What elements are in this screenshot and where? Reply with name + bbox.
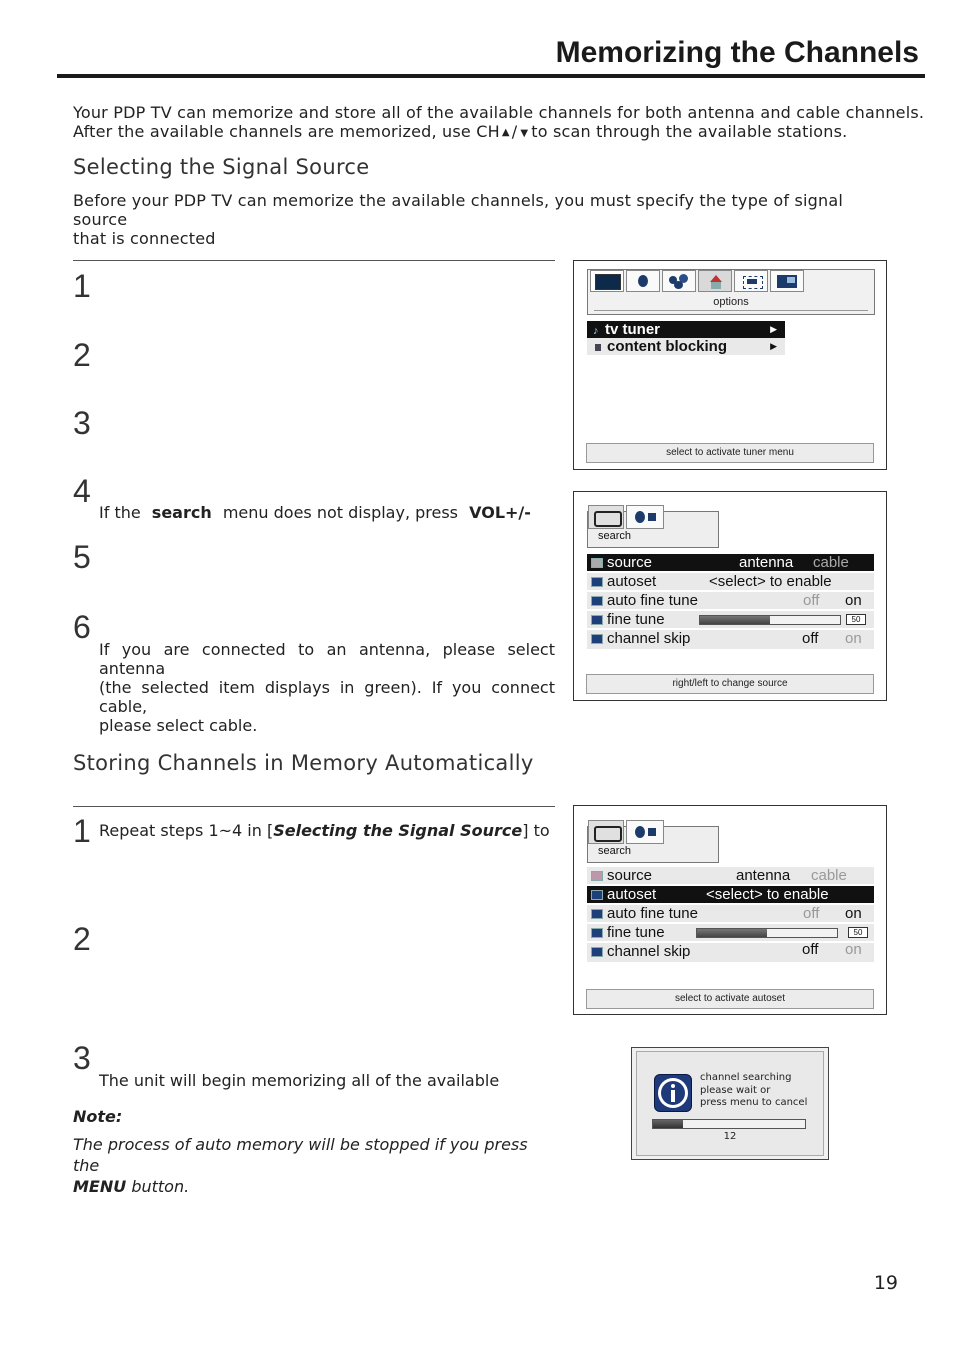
searching-line-2: please wait or <box>700 1084 771 1096</box>
menu-row-source[interactable] <box>587 867 874 884</box>
section-heading-storing-channels: Storing Channels in Memory Automatically <box>73 751 534 775</box>
value-off: off <box>803 905 820 922</box>
fine-tune-icon <box>591 928 603 938</box>
options-menu-screen <box>573 260 887 470</box>
step-number: 2 <box>73 921 91 957</box>
step-number: 6 <box>73 609 91 645</box>
options-status-bar: select to activate tuner menu <box>586 443 874 463</box>
menu-row-fine-tune[interactable] <box>587 924 874 941</box>
step-6-line-3: please select cable. <box>99 716 258 735</box>
auto-fine-tune-icon <box>591 596 603 606</box>
picture-tab-icon[interactable] <box>590 270 624 292</box>
input-tab-icon[interactable] <box>734 270 768 292</box>
intro-slash: / <box>511 122 518 141</box>
searching-line-3: press menu to cancel <box>700 1097 808 1108</box>
step-number: 1 <box>73 268 91 304</box>
fine-tune-slider[interactable] <box>699 615 841 625</box>
intro-line-2 <box>73 122 924 143</box>
section1-rule <box>73 260 555 261</box>
searching-message <box>700 1072 807 1110</box>
chevron-right-icon: ▶ <box>770 341 777 351</box>
value-select-to-enable: <select> to enable <box>706 886 829 903</box>
search-keyword: search <box>151 503 212 522</box>
step-number: 1 <box>73 813 91 849</box>
search-tab-bar <box>587 826 719 863</box>
ch-up-icon: ▲ <box>501 127 510 138</box>
options-tab-bar <box>587 269 875 315</box>
intro-line-2-start: After the available channels are memorized, use CH <box>73 122 500 141</box>
menu-item-tv-tuner[interactable] <box>587 321 785 338</box>
audio-tab-icon[interactable] <box>626 270 660 292</box>
note-label: Note: <box>73 1107 123 1126</box>
info-icon <box>654 1074 692 1112</box>
blocking-tab-icon[interactable] <box>626 505 664 529</box>
search-menu-screen-source <box>573 491 887 701</box>
channel-skip-icon <box>591 947 603 957</box>
channel-searching-dialog <box>631 1047 829 1160</box>
search-progress-value: 12 <box>723 1131 737 1142</box>
options-tab-label: options <box>713 296 749 308</box>
autoset-status-bar: select to activate autoset <box>586 989 874 1009</box>
step-6-line-2: (the selected item displays in green). If you connect cable, <box>99 678 555 716</box>
value-antenna: antenna <box>739 554 794 571</box>
menu-item-content-blocking[interactable] <box>587 338 785 355</box>
value-antenna: antenna <box>736 867 791 884</box>
step-1-text-a: Repeat steps 1~4 in [ <box>99 821 274 840</box>
autoset-icon <box>591 890 603 900</box>
note-text <box>73 1134 555 1197</box>
intro-paragraph <box>73 103 924 143</box>
section1-intro-line-1: Before your PDP TV can memorize the available channels, you must specify the type of signal source <box>73 191 844 229</box>
blocking-tab-icon[interactable] <box>626 820 664 844</box>
intro-line-1: Your PDP TV can memorize and store all of the available channels for both antenna and cable channels. <box>73 103 925 122</box>
step-number: 5 <box>73 539 91 575</box>
menu-row-channel-skip[interactable] <box>587 630 874 649</box>
section-heading-signal-source: Selecting the Signal Source <box>73 155 370 179</box>
row-label: auto fine tune <box>607 905 698 922</box>
auto-fine-tune-icon <box>591 909 603 919</box>
search-status-bar: right/left to change source <box>586 674 874 694</box>
fine-tune-value-box: 50 <box>848 927 868 938</box>
fine-tune-slider-fill <box>700 616 770 624</box>
step-number: 3 <box>73 1040 91 1076</box>
section2-rule <box>73 806 555 807</box>
channel-skip-icon <box>591 634 603 644</box>
search-progress-fill <box>653 1120 683 1128</box>
row-label: auto fine tune <box>607 592 698 609</box>
autoset-icon <box>591 577 603 587</box>
value-cable: cable <box>811 867 847 884</box>
row-label: channel skip <box>607 943 691 960</box>
page-title: Memorizing the Channels <box>555 36 919 69</box>
value-on: on <box>845 905 862 922</box>
row-label: channel skip <box>607 630 691 647</box>
search-tab-label: search <box>598 845 632 857</box>
search-progress-bar <box>652 1119 806 1129</box>
row-label: source <box>607 554 653 571</box>
step-4-text-b: menu does not display, press <box>222 503 459 522</box>
title-rule <box>57 74 925 78</box>
value-select-to-enable: <select> to enable <box>709 573 832 590</box>
row-label: fine tune <box>607 924 665 941</box>
note-line-2 <box>73 1176 555 1197</box>
row-label: source <box>607 867 653 884</box>
fine-tune-slider-fill <box>697 929 767 937</box>
step-number: 4 <box>73 473 91 509</box>
section1-intro <box>73 191 893 248</box>
setup-tab-icon[interactable] <box>662 270 696 292</box>
menu-item-label: tv tuner <box>605 321 661 338</box>
intro-line-2-end: to scan through the available stations. <box>531 122 848 141</box>
value-off: off <box>802 630 819 647</box>
pip-tab-icon[interactable] <box>770 270 804 292</box>
menu-row-autoset[interactable] <box>587 886 874 903</box>
note-line-1: The process of auto memory will be stopped if you press the <box>73 1135 528 1175</box>
selecting-signal-source-ref: Selecting the Signal Source <box>273 821 523 840</box>
step-4-text-a: If the <box>99 503 141 522</box>
options-tab-icon[interactable] <box>698 270 732 292</box>
step-4-text <box>99 503 555 522</box>
tuner-icon: ♪ <box>593 325 599 337</box>
vol-keyword: VOL+/- <box>469 503 531 522</box>
menu-row-fine-tune[interactable] <box>587 611 874 628</box>
note-line-2-end: button. <box>131 1177 190 1196</box>
tuner-tab-icon[interactable] <box>588 820 624 844</box>
value-on: on <box>845 592 862 609</box>
chevron-right-icon: ▶ <box>770 324 777 334</box>
section2-step-3-text: The unit will begin memorizing all of the available <box>99 1071 500 1090</box>
searching-line-1: channel searching <box>700 1072 792 1083</box>
menu-row-source[interactable] <box>587 554 874 571</box>
menu-item-label: content blocking <box>607 338 727 355</box>
tuner-tab-icon[interactable] <box>588 505 624 529</box>
value-off: off <box>803 592 820 609</box>
menu-row-auto-fine-tune[interactable] <box>587 592 874 609</box>
menu-row-autoset[interactable] <box>587 573 874 590</box>
fine-tune-icon <box>591 615 603 625</box>
step-6-text <box>99 640 555 735</box>
lock-icon <box>595 344 601 351</box>
tab-underline <box>594 310 868 311</box>
step-6-line-1: If you are connected to an antenna, please select antenna <box>99 640 555 678</box>
antenna-icon <box>591 871 603 881</box>
value-cable: cable <box>813 554 849 571</box>
menu-row-auto-fine-tune[interactable] <box>587 905 874 922</box>
menu-keyword: MENU <box>73 1177 127 1196</box>
row-label: autoset <box>607 886 657 903</box>
section1-intro-line-2: that is connected <box>73 229 216 248</box>
page-number: 19 <box>873 1272 898 1294</box>
row-label: autoset <box>607 573 657 590</box>
fine-tune-slider[interactable] <box>696 928 838 938</box>
step-number: 3 <box>73 405 91 441</box>
step-1-text-b: ] to <box>522 821 550 840</box>
value-on: on <box>845 630 862 647</box>
row-label: fine tune <box>607 611 665 628</box>
step-number: 2 <box>73 337 91 373</box>
menu-row-channel-skip[interactable] <box>587 943 874 962</box>
ch-down-icon: ▼ <box>520 128 529 139</box>
value-on: on <box>845 941 862 958</box>
section2-step-1-text <box>99 821 555 840</box>
value-off: off <box>802 941 819 958</box>
search-tab-label: search <box>598 530 632 542</box>
search-tab-bar <box>587 511 719 548</box>
antenna-icon <box>591 558 603 568</box>
search-menu-screen-autoset <box>573 805 887 1015</box>
fine-tune-value-box: 50 <box>846 614 866 625</box>
